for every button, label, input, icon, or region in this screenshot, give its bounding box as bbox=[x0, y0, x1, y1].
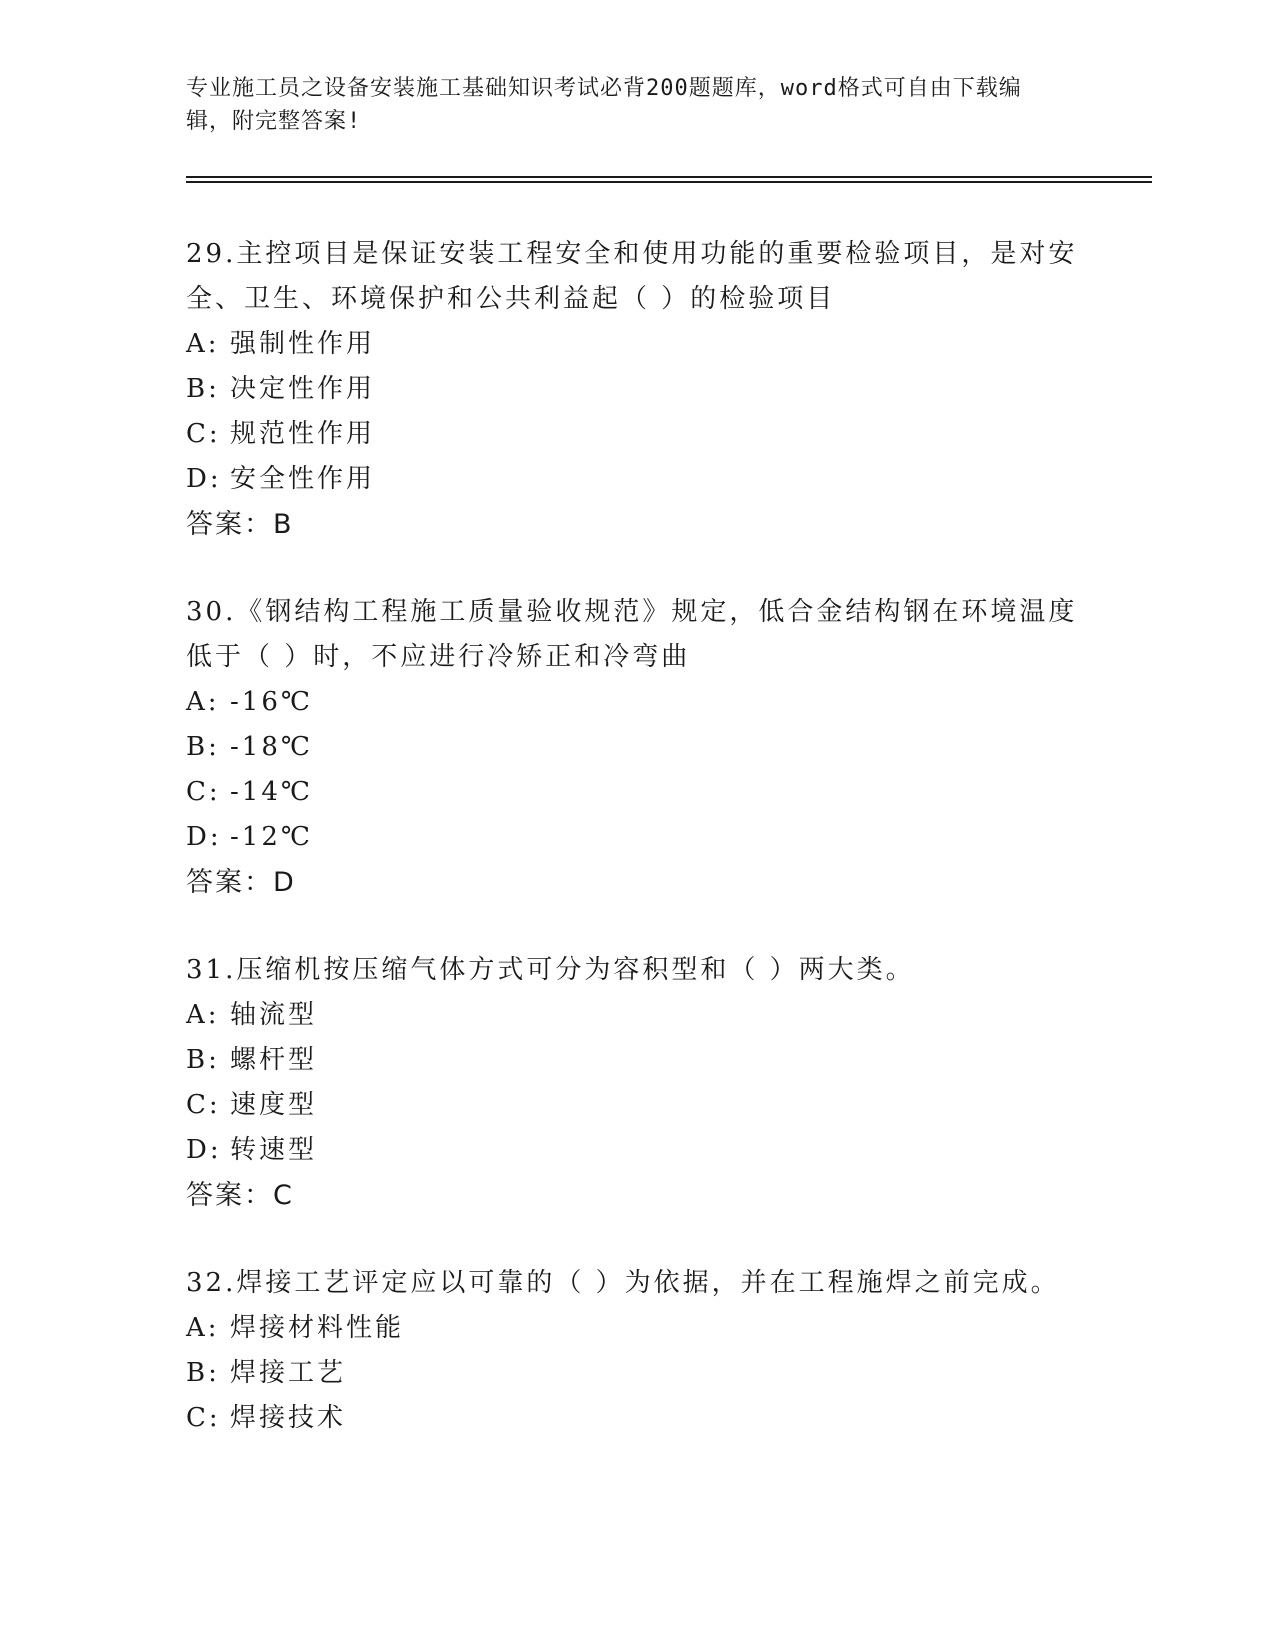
option-key: C: bbox=[186, 1090, 221, 1120]
option-b bbox=[186, 725, 1086, 770]
option-key: B: bbox=[186, 1045, 220, 1075]
option-a bbox=[186, 993, 1086, 1038]
question-text: 31.压缩机按压缩气体方式可分为容积型和（ ）两大类。 bbox=[186, 955, 915, 985]
option-key: D: bbox=[186, 822, 222, 852]
question-31 bbox=[186, 948, 1086, 1219]
question-29 bbox=[186, 232, 1086, 548]
question-32 bbox=[186, 1261, 1086, 1441]
option-c bbox=[186, 770, 1086, 815]
option-key: B: bbox=[186, 374, 220, 404]
option-c bbox=[186, 412, 1086, 457]
option-value: -12℃ bbox=[230, 822, 313, 852]
answer-label: 答案：C bbox=[186, 1180, 294, 1211]
option-value: 转速型 bbox=[230, 1135, 318, 1165]
option-value: 规范性作用 bbox=[230, 419, 376, 449]
option-d bbox=[186, 815, 1086, 860]
option-value: 焊接材料性能 bbox=[230, 1313, 405, 1343]
option-b bbox=[186, 367, 1086, 412]
option-key: A: bbox=[186, 687, 220, 717]
option-key: A: bbox=[186, 329, 220, 359]
option-key: A: bbox=[186, 1313, 220, 1343]
header-divider-top bbox=[186, 176, 1152, 178]
document-header-title: 专业施工员之设备安装施工基础知识考试必背200题题库，word格式可自由下载编辑，附完整答案! bbox=[186, 76, 1022, 134]
option-key: B: bbox=[186, 1358, 220, 1388]
option-b bbox=[186, 1351, 1086, 1396]
option-d bbox=[186, 1128, 1086, 1173]
option-key: A: bbox=[186, 1000, 220, 1030]
option-key: D: bbox=[186, 464, 222, 494]
question-text: 30.《钢结构工程施工质量验收规范》规定，低合金结构钢在环境温度低于（ ）时，不应进行冷矫正和冷弯曲 bbox=[186, 597, 1078, 672]
option-b bbox=[186, 1038, 1086, 1083]
option-value: 速度型 bbox=[230, 1090, 318, 1120]
option-a bbox=[186, 322, 1086, 367]
option-a bbox=[186, 1306, 1086, 1351]
option-c bbox=[186, 1083, 1086, 1128]
option-key: C: bbox=[186, 777, 221, 807]
question-text: 29.主控项目是保证安装工程安全和使用功能的重要检验项目，是对安全、卫生、环境保护和公共利益起（ ）的检验项目 bbox=[186, 239, 1078, 314]
option-key: B: bbox=[186, 732, 220, 762]
option-d bbox=[186, 457, 1086, 502]
option-value: 决定性作用 bbox=[230, 374, 376, 404]
option-value: 强制性作用 bbox=[230, 329, 376, 359]
option-value: -16℃ bbox=[230, 687, 313, 717]
option-value: 焊接工艺 bbox=[230, 1358, 347, 1388]
option-value: 轴流型 bbox=[230, 1000, 318, 1030]
option-key: C: bbox=[186, 419, 221, 449]
option-value: 螺杆型 bbox=[230, 1045, 318, 1075]
option-value: -14℃ bbox=[230, 777, 313, 807]
question-list bbox=[186, 232, 1086, 1483]
option-value: 焊接技术 bbox=[230, 1403, 347, 1433]
option-value: 安全性作用 bbox=[230, 464, 376, 494]
answer-label: 答案：D bbox=[186, 867, 296, 898]
answer-label: 答案：B bbox=[186, 509, 294, 540]
question-30 bbox=[186, 590, 1086, 906]
option-c bbox=[186, 1396, 1086, 1441]
option-a bbox=[186, 680, 1086, 725]
option-value: -18℃ bbox=[230, 732, 313, 762]
option-key: C: bbox=[186, 1403, 221, 1433]
header-divider-bottom bbox=[186, 181, 1152, 183]
option-key: D: bbox=[186, 1135, 222, 1165]
question-text: 32.焊接工艺评定应以可靠的（ ）为依据，并在工程施焊之前完成。 bbox=[186, 1268, 1060, 1298]
